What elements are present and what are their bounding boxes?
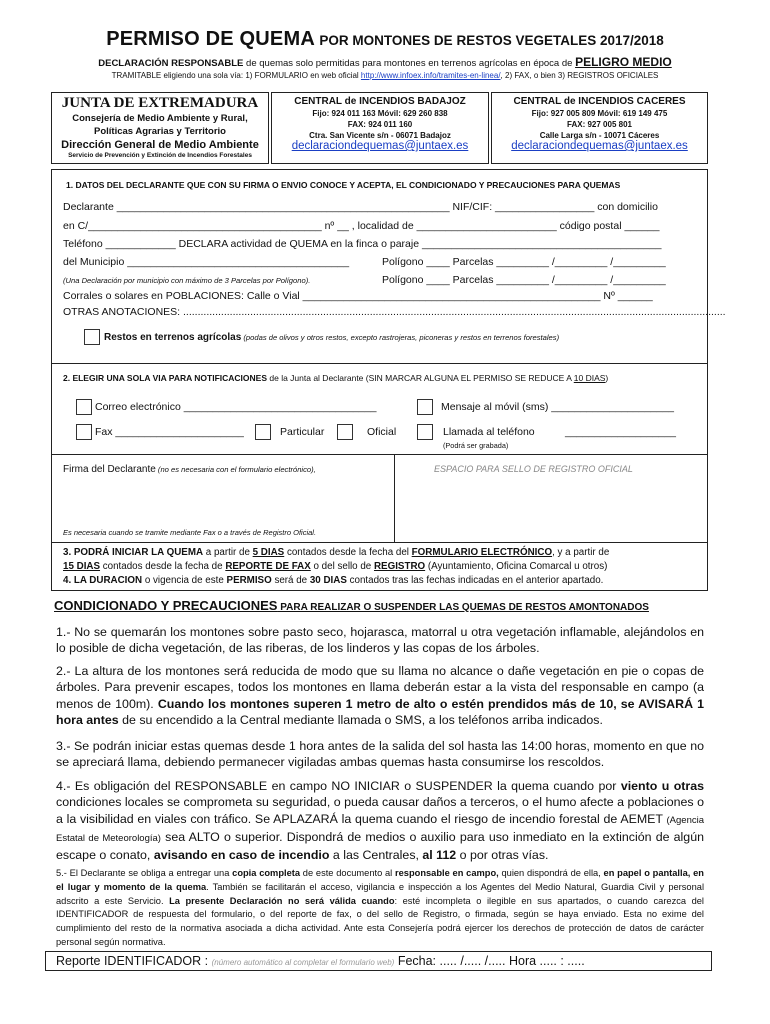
condition-4: 4.- Es obligación del RESPONSABLE en campo NO INICIAR o SUSPENDER la quema cuando por viento u otras condiciones locales se comprometa su seguridad, o pueda causar daños a terceros, o el humo afecte a poblaciones o a la visibilidad en viales con tráfico. Se APLAZARÁ la quema cuando el riesgo de incendio forestal de AEMET (Agencia Estatal de Meteorología) sea ALTO o superior. Dispondrá de medios o auxilio para uso inmediato en la extinción de algún escape o conato, avisando en caso de incendio a las Centrales, al 112 o por otras vías. <box>56 779 704 863</box>
fax-field[interactable]: Fax ______________________ <box>95 426 244 438</box>
condition-1: 1.- No se quemarán los montones sobre pasto seco, hojarasca, matorral u otra vegetación inflamable, alejándolos en lo posible de dicha vegetación, de las riberas, de los linderos y las copas de los árboles. <box>56 625 704 656</box>
poligono-field-2[interactable]: Polígono ____ Parcelas _________ /_________ /_________ <box>382 274 666 286</box>
sms-field[interactable]: Mensaje al móvil (sms) _____________________ <box>441 401 674 413</box>
oficial-checkbox[interactable] <box>337 424 353 440</box>
llamada-checkbox[interactable] <box>417 424 433 440</box>
junta-box: JUNTA DE EXTREMADURA Consejería de Medio Ambiente y Rural, Políticas Agrarias y Territorio Dirección General de Medio Ambiente Servicio de Prevención y Extinción de Incendios Forestales <box>51 92 269 164</box>
restos-label: Restos en terrenos agrícolas (podas de olivos y otros restos, excepto rastrojeras, piconeras y restos en terrenos forestales) <box>104 332 560 343</box>
header-boxes <box>51 92 708 164</box>
municipio-note: (Una Declaración por municipio con máximo de 3 Parcelas por Polígono). <box>63 276 311 285</box>
registro-stamp-area: ESPACIO PARA SELLO DE REGISTRO OFICIAL <box>434 464 633 474</box>
llamada-label: Llamada al teléfono <box>443 426 535 438</box>
conditions-title: CONDICIONADO Y PRECAUCIONES PARA REALIZAR O SUSPENDER LAS QUEMAS DE RESTOS AMONTONADOS <box>54 598 649 613</box>
page-title: PERMISO DE QUEMA POR MONTONES DE RESTOS VEGETALES 2017/2018 <box>106 28 664 50</box>
telefono-field[interactable]: Teléfono ____________ DECLARA actividad de QUEMA en la finca o paraje _________________________________________ <box>63 238 662 250</box>
central-caceres-box: CENTRAL de INCENDIOS CACERES Fijo: 927 005 809 Móvil: 619 149 475 FAX: 927 005 801 Calle Larga s/n - 10071 Cáceres declaraciondequemas@juntaex.es <box>491 92 708 164</box>
central-badajoz-box: CENTRAL de INCENDIOS BADAJOZ Fijo: 924 011 163 Móvil: 629 260 838 FAX: 924 011 160 Ctra. San Vicente s/n - 06071 Badajoz declaraciondequemas@juntaex.es <box>271 92 489 164</box>
condition-2: 2.- La altura de los montones será reducida de modo que su llama no alcance o dañe vegetación en pie o copas de árboles. Para prevenir escapes, todos los montones en llama deberán estar a la vista del responsable en campo (a menos de 100m). Cuando los montones superen 1 metro de alto o estén prendidos más de 10, se AVISARÁ 1 hora antes de su encendido a la Central mediante llamada o SMS, a los teléfonos arriba indicados. <box>56 664 705 727</box>
firma-fax-note: Es necesaria cuando se tramite mediante Fax o a través de Registro Oficial. <box>63 528 317 537</box>
section1-heading: 1. DATOS DEL DECLARANTE QUE CON SU FIRMA O ENVIO CONOCE Y ACEPTA, EL CONDICIONADO Y PRECAUCIONES PARA QUEMAS <box>66 180 621 190</box>
subtitle-declaracion: DECLARACIÓN RESPONSABLE de quemas solo permitidas para montones en terrenos agrícolas en época de PELIGRO MEDIO <box>98 55 672 69</box>
municipio-field[interactable]: del Municipio ______________________________________ <box>63 256 350 268</box>
firma-divider <box>394 454 395 542</box>
section3-line2: 15 DIAS contados desde la fecha de REPORTE DE FAX o del sello de REGISTRO (Ayuntamiento, Oficina Comarcal u otros) <box>63 561 608 572</box>
particular-label: Particular <box>280 426 325 438</box>
junta-title: JUNTA DE EXTREMADURA <box>61 95 259 111</box>
grabada-note: (Podrá ser grabada) <box>443 441 509 450</box>
divider <box>52 454 707 455</box>
poligono-field-1[interactable]: Polígono ____ Parcelas _________ /_________ /_________ <box>382 256 666 268</box>
sms-checkbox[interactable] <box>417 399 433 415</box>
caceres-email-link[interactable]: declaraciondequemas@juntaex.es <box>511 140 688 152</box>
divider <box>52 363 707 364</box>
firma-label: Firma del Declarante (no es necesaria con el formulario electrónico), <box>63 464 316 475</box>
fax-checkbox[interactable] <box>76 424 92 440</box>
restos-checkbox[interactable] <box>84 329 100 345</box>
infoex-link[interactable]: http://www.infoex.info/tramites-en-linea/ <box>360 71 501 80</box>
correo-field[interactable]: Correo electrónico _________________________________ <box>95 401 377 413</box>
condition-5: 5.- El Declarante se obliga a entregar una copia completa de este documento al responsable en campo, quien dispondrá de ella, en papel o pantalla, en el lugar y momento de la quema. También se facilitarán el acceso, vigilancia e inspección a los Agentes del Medio Natural, Guardia Civil y personal adscrito a este Servicio. La presente Declaración no será válida cuando: esté incompleta o ilegible en sus apartados, o cuando carezca del IDENTIFICADOR de respuesta del formulario, o del reporte de fax, o del sello de Registro, o firmada, según se haya enviado. Esta no exime del cumplimiento del resto de la normativa asociada a dicha actividad. Ante esta Consejería podrá ejercer los derechos de protección de datos de carácter personal según normativa. <box>56 868 705 947</box>
section4-line: 4. LA DURACION o vigencia de este PERMISO será de 30 DIAS contados tras las fechas indicadas en el anterior apartado. <box>63 575 604 586</box>
report-identifier-footer[interactable]: Reporte IDENTIFICADOR : (número automático al completar el formulario web) Fecha: ..... /..... /..... Hora ..... : ..... <box>45 951 712 971</box>
badajoz-email-link[interactable]: declaraciondequemas@juntaex.es <box>291 140 469 152</box>
llamada-phone-field[interactable]: ___________________ <box>565 426 676 438</box>
condition-3: 3.- Se podrán iniciar estas quemas desde 1 hora antes de la salida del sol hasta las 14:00 horas, momento en que no se apreciará llama, debiendo permanecer vigiladas ambas quemas hasta consumirse los rescoldos. <box>56 739 704 770</box>
domicilio-field[interactable]: en C/________________________________________ nº __ , localidad de ________________________ código postal ______ <box>63 220 660 232</box>
declarante-field[interactable]: Declarante _________________________________________________________ NIF/CIF: _________________ con domicilio <box>63 201 658 213</box>
correo-checkbox[interactable] <box>76 399 92 415</box>
subtitle-tramitable: TRAMITABLE eligiendo una sola vía: 1) FORMULARIO en web oficial http://www.infoex.info/tramites-en-linea/, 2) FAX, o bien 3) REGISTROS OFICIALES <box>111 71 659 80</box>
otras-anotaciones-field[interactable]: OTRAS ANOTACIONES: .......................................................................................................................................................................................... <box>63 306 726 318</box>
section3-line1: 3. PODRÁ INICIAR LA QUEMA a partir de 5 DIAS contados desde la fecha del FORMULARIO ELECTRÓNICO, y a partir de <box>63 547 610 558</box>
corrales-field[interactable]: Corrales o solares en POBLACIONES: Calle o Vial ___________________________________________________ Nº ______ <box>63 290 653 302</box>
particular-checkbox[interactable] <box>255 424 271 440</box>
oficial-label: Oficial <box>367 426 397 438</box>
form-main-box <box>51 169 726 591</box>
section2-heading: 2. ELEGIR UNA SOLA VIA PARA NOTIFICACIONES de la Junta al Declarante (SIN MARCAR ALGUNA EL PERMISO SE REDUCE A 10 DIAS) <box>63 373 609 383</box>
divider <box>52 542 707 543</box>
